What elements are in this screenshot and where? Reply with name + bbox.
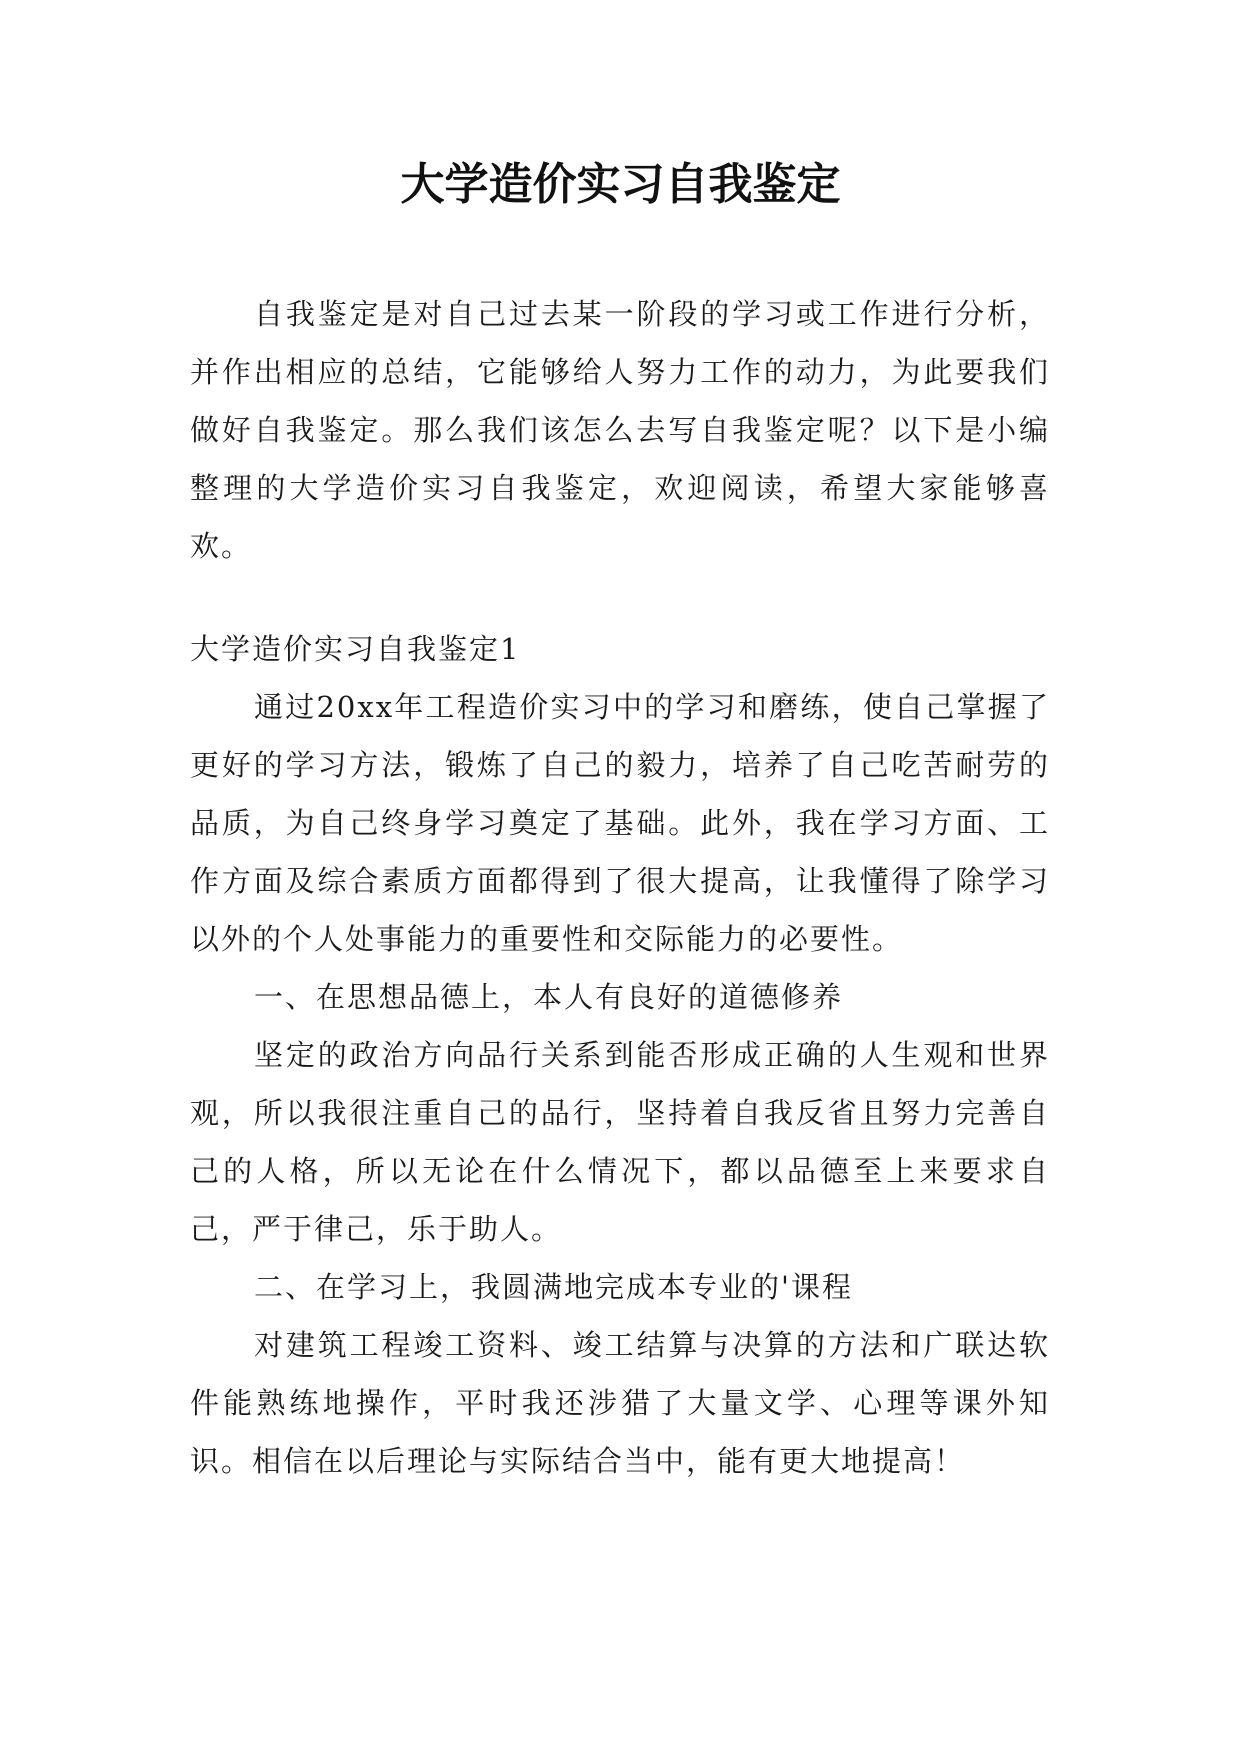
document-title: 大学造价实习自我鉴定 <box>400 159 841 210</box>
point-1-paragraph: 坚定的政治方向品行关系到能否形成正确的人生观和世界观，所以我很注重自己的品行，坚持着自我反省且努力完善自己的人格，所以无论在什么情况下，都以品德至上来要求自己，严于律己，乐于助人。 <box>190 1038 1050 1246</box>
section-1-paragraph-1: 通过20xx年工程造价实习中的学习和磨练，使自己掌握了更好的学习方法，锻炼了自己的毅力，培养了自己吃苦耐劳的品质，为自己终身学习奠定了基础。此外，我在学习方面、工作方面及综合素质方面都得到了很大提高，让我懂得了除学习以外的个人处事能力的重要性和交际能力的必要性。 <box>190 690 1050 956</box>
point-1-heading: 一、在思想品德上，本人有良好的道德修养 <box>254 980 844 1014</box>
point-2-paragraph: 对建筑工程竣工资料、竣工结算与决算的方法和广联达软件能熟练地操作，平时我还涉猎了大量文学、心理等课外知识。相信在以后理论与实际结合当中，能有更大地提高！ <box>190 1328 1050 1478</box>
section-1-heading: 大学造价实习自我鉴定1 <box>190 632 521 666</box>
intro-paragraph: 自我鉴定是对自己过去某一阶段的学习或工作进行分析，并作出相应的总结，它能够给人努力工作的动力，为此要我们做好自我鉴定。那么我们该怎么去写自我鉴定呢？以下是小编整理的大学造价实习自我鉴定，欢迎阅读，希望大家能够喜欢。 <box>190 297 1050 563</box>
point-2-heading: 二、在学习上，我圆满地完成本专业的'课程 <box>254 1270 853 1304</box>
section-1 <box>190 620 1050 1490</box>
